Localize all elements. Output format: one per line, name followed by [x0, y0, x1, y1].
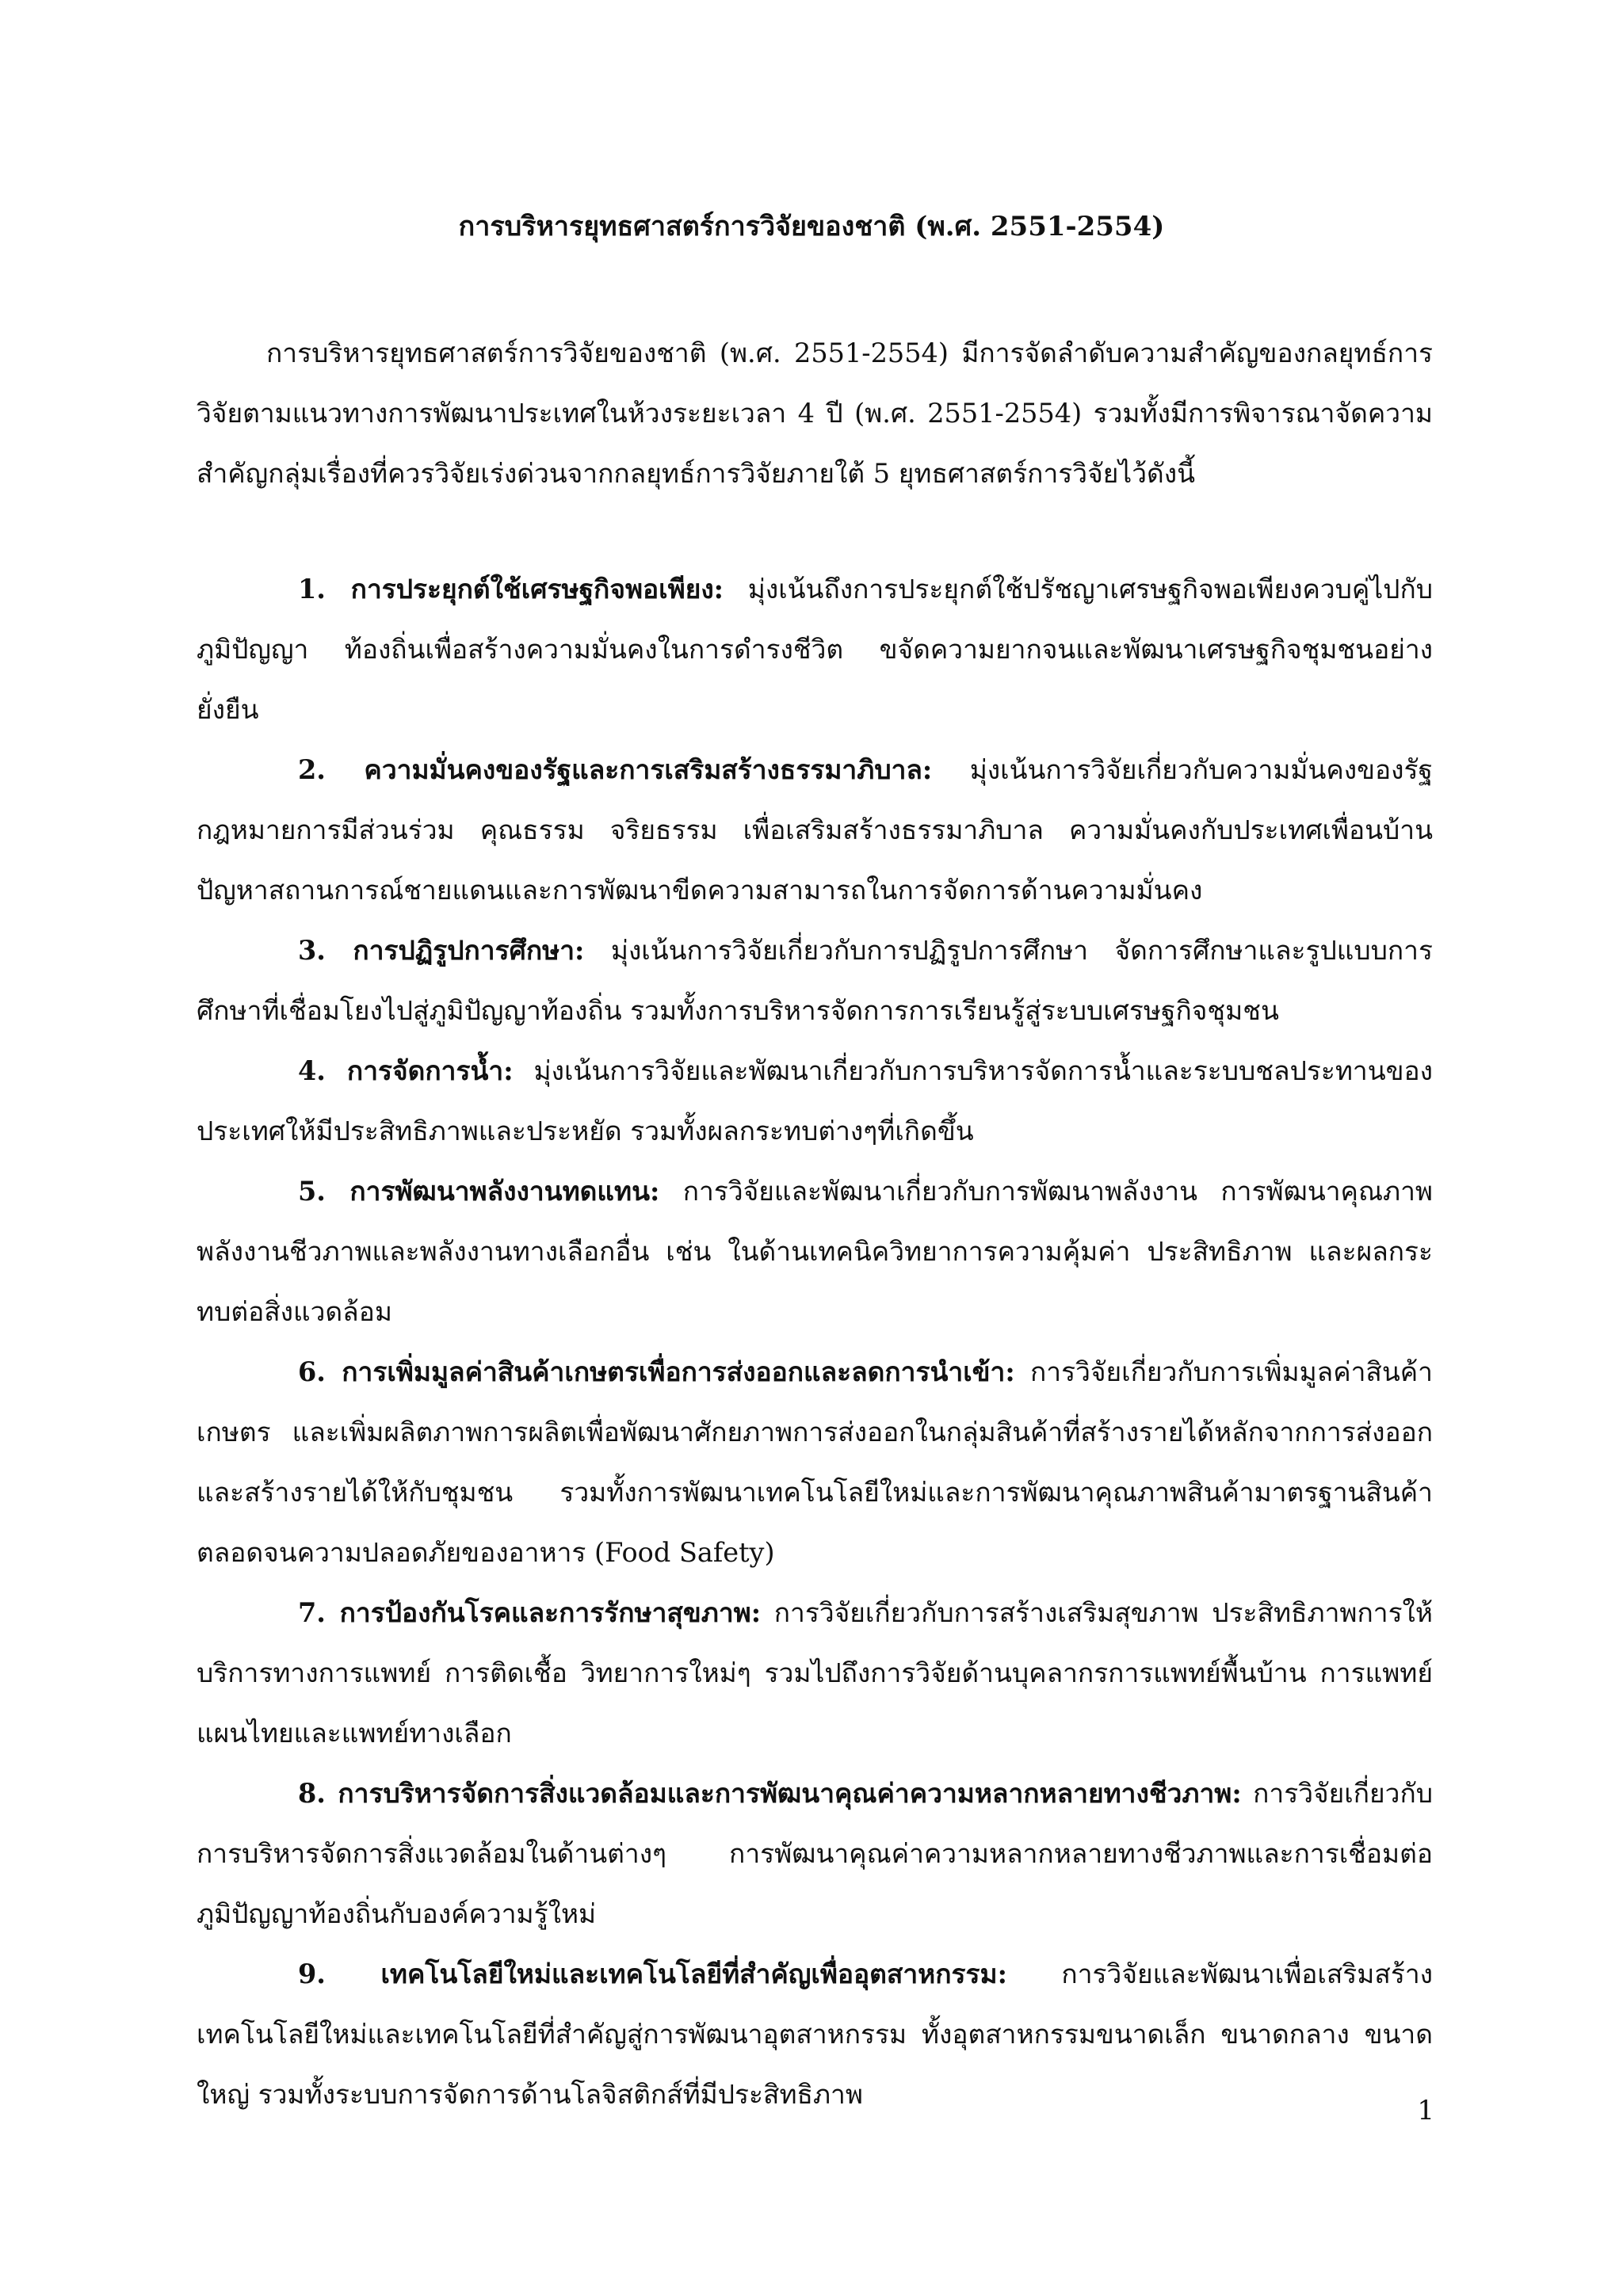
list-item: [197, 921, 1433, 1041]
page-number: 1: [1417, 2095, 1434, 2126]
list-item: [197, 1583, 1433, 1764]
list-item: [197, 1041, 1433, 1161]
list-item-body: การวิจัยเกี่ยวกับการบริหารจัดการสิ่งแวดล้อมในด้านต่างๆ การพัฒนาคุณค่าความหลากหลายทางชีวภาพและการเชื่อมต่อภูมิปัญญาท้องถิ่นกับองค์ความรู้ใหม่: [197, 1778, 1434, 1929]
list-item-body: การวิจัยและพัฒนาเกี่ยวกับการพัฒนาพลังงาน การพัฒนาคุณภาพพลังงานชีวภาพและพลังงานทางเลือกอื่น เช่น ในด้านเทคนิควิทยาการความคุ้มค่า ประสิทธิภาพ และผลกระทบต่อสิ่งแวดล้อม: [197, 1176, 1434, 1327]
list-item-body: มุ่งเน้นถึงการประยุกต์ใช้ปรัชญาเศรษฐกิจพอเพียงควบคู่ไปกับภูมิปัญญา ท้องถิ่นเพื่อสร้างความมั่นคงในการดำรงชีวิต ขจัดความยากจนและพัฒนาเศรษฐกิจชุมชนอย่างยั่งยืน: [197, 574, 1433, 725]
list-item-heading: 3. การปฏิรูปการศึกษา:: [298, 935, 585, 966]
list-item-heading: 6. การเพิ่มมูลค่าสินค้าเกษตรเพื่อการส่งออกและลดการนำเข้า:: [298, 1356, 1015, 1387]
list-item: [197, 1161, 1433, 1342]
document-title: การบริหารยุทธศาสตร์การวิจัยของชาติ (พ.ศ. 2551-2554): [458, 211, 1165, 242]
list-item-heading: 7. การป้องกันโรคและการรักษาสุขภาพ:: [298, 1597, 762, 1628]
list-item-body: การวิจัยและพัฒนาเพื่อเสริมสร้างเทคโนโลยีใหม่และเทคโนโลยีที่สำคัญสู่การพัฒนาอุตสาหกรรม ทั้งอุตสาหกรรมขนาดเล็ก ขนาดกลาง ขนาดใหญ่ รวมทั้งระบบการจัดการด้านโลจิสติกส์ที่มีประสิทธิภาพ: [197, 1958, 1433, 2110]
list-item-body: การวิจัยเกี่ยวกับการเพิ่มมูลค่าสินค้าเกษตร และเพิ่มผลิตภาพการผลิตเพื่อพัฒนาศักยภาพการส่งออกในกลุ่มสินค้าที่สร้างรายได้หลักจากการส่งออกและสร้างรายได้ให้กับชุมชน รวมทั้งการพัฒนาเทคโนโลยีใหม่และการพัฒนาคุณภาพสินค้ามาตรฐานสินค้า ตลอดจนความปลอดภัยของอาหาร (Food Safety): [197, 1356, 1433, 1568]
list-item-body: มุ่งเน้นการวิจัยเกี่ยวกับความมั่นคงของรัฐ กฎหมายการมีส่วนร่วม คุณธรรม จริยธรรม เพื่อเสริมสร้างธรรมาภิบาล ความมั่นคงกับประเทศเพื่อนบ้าน ปัญหาสถานการณ์ชายแดนและการพัฒนาขีดความสามารถในการจัดการด้านความมั่นคง: [197, 754, 1434, 906]
list-item-heading: 1. การประยุกต์ใช้เศรษฐกิจพอเพียง:: [298, 574, 724, 605]
strategy-list: [197, 559, 1433, 2125]
list-item-body: การวิจัยเกี่ยวกับการสร้างเสริมสุขภาพ ประสิทธิภาพการให้บริการทางการแพทย์ การติดเชื้อ วิทยาการใหม่ๆ รวมไปถึงการวิจัยด้านบุคลากรการแพทย์พื้นบ้าน การแพทย์แผนไทยและแพทย์ทางเลือก: [197, 1597, 1433, 1749]
list-item-heading: 5. การพัฒนาพลังงานทดแทน:: [298, 1176, 660, 1207]
list-item: [197, 1342, 1433, 1583]
list-item: [197, 559, 1433, 740]
list-item-heading: 9. เทคโนโลยีใหม่และเทคโนโลยีที่สำคัญเพื่ออุตสาหกรรม:: [298, 1958, 1007, 1989]
list-item-heading: 4. การจัดการน้ำ:: [298, 1055, 514, 1086]
list-item: [197, 740, 1433, 921]
list-item: [197, 1944, 1433, 2125]
intro-paragraph: การบริหารยุทธศาสตร์การวิจัยของชาติ (พ.ศ. 2551-2554) มีการจัดลำดับความสำคัญของกลยุทธ์การวิจัยตามแนวทางการพัฒนาประเทศในห้วงระยะเวลา 4 ปี (พ.ศ. 2551-2554) รวมทั้งมีการพิจารณาจัดความสำคัญกลุ่มเรื่องที่ควรวิจัยเร่งด่วนจากกลยุทธ์การวิจัยภายใต้ 5 ยุทธศาสตร์การวิจัยไว้ดังนี้: [197, 338, 1433, 489]
list-item-body: มุ่งเน้นการวิจัยและพัฒนาเกี่ยวกับการบริหารจัดการน้ำและระบบชลประทานของประเทศให้มีประสิทธิภาพและประหยัด รวมทั้งผลกระทบต่างๆที่เกิดขึ้น: [197, 1055, 1433, 1146]
list-item-heading: 8. การบริหารจัดการสิ่งแวดล้อมและการพัฒนาคุณค่าความหลากหลายทางชีวภาพ:: [298, 1778, 1242, 1809]
list-item-body: มุ่งเน้นการวิจัยเกี่ยวกับการปฏิรูปการศึกษา จัดการศึกษาและรูปแบบการศึกษาที่เชื่อมโยงไปสู่ภูมิปัญญาท้องถิ่น รวมทั้งการบริหารจัดการการเรียนรู้สู่ระบบเศรษฐกิจชุมชน: [197, 935, 1433, 1026]
list-item: [197, 1764, 1433, 1944]
list-item-heading: 2. ความมั่นคงของรัฐและการเสริมสร้างธรรมาภิบาล:: [298, 754, 933, 785]
